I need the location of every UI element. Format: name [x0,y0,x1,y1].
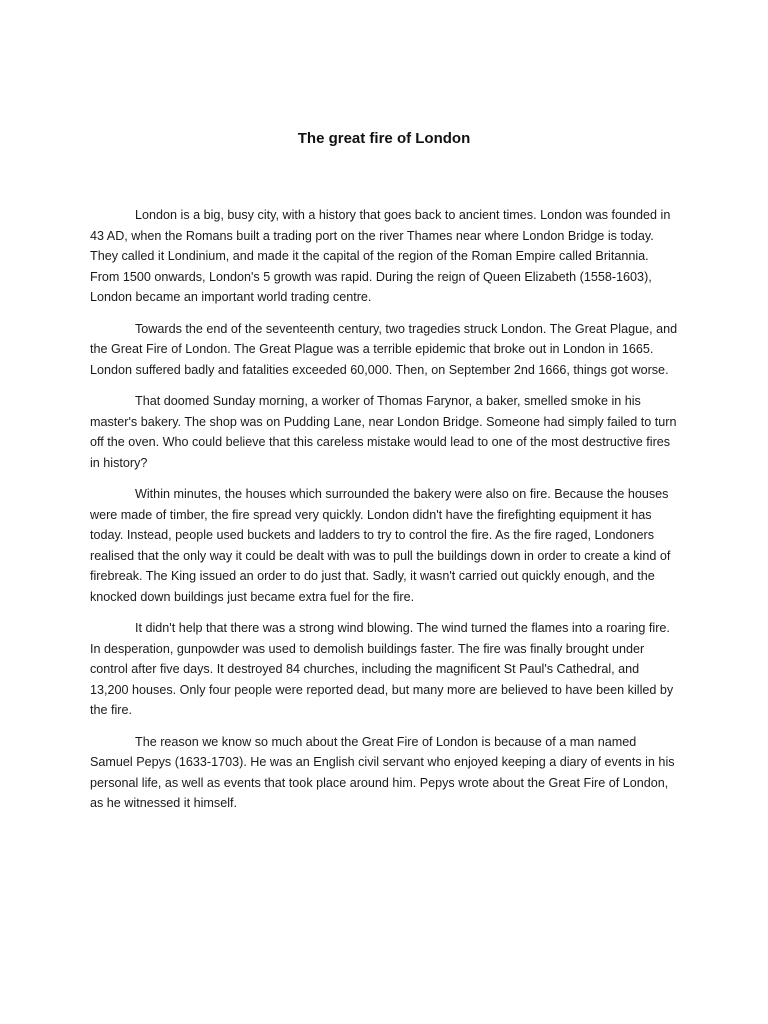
paragraph: London is a big, busy city, with a history that goes back to ancient times. London was founded in 43 AD, when the Romans built a trading port on the river Thames near where London Bridge is today. They called it Londinium, and made it the capital of the region of the Roman Empire called Britannia. From 1500 onwards, London's 5 growth was rapid. During the reign of Queen Elizabeth (1558-1603), London became an important world trading centre. [90,208,671,304]
paragraph: Within minutes, the houses which surrounded the bakery were also on fire. Because the houses were made of timber, the fire spread very quickly. London didn't have the firefighting equipment it has today. Instead, people used buckets and ladders to try to control the fire. As the fire raged, Londoners realised that the only way it could be dealt with was to pull the buildings down in order to create a kind of firebreak. The King issued an order to do just that. Sadly, it wasn't carried out quickly enough, and the knocked down buildings just became extra fuel for the fire. [90,487,671,604]
paragraph: It didn't help that there was a strong wind blowing. The wind turned the flames into a roaring fire. In desperation, gunpowder was used to demolish buildings faster. The fire was finally brought under control after five days. It destroyed 84 churches, including the magnificent St Paul's Cathedral, and 13,200 houses. Only four people were reported dead, but many more are believed to have been killed by the fire. [90,621,674,717]
paragraph: The reason we know so much about the Great Fire of London is because of a man named Samuel Pepys (1633-1703). He was an English civil servant who enjoyed keeping a diary of events in his personal life, as well as events that took place around him. Pepys wrote about the Great Fire of London, as he witnessed it himself. [90,734,675,810]
paragraph: That doomed Sunday morning, a worker of Thomas Farynor, a baker, smelled smoke in his master's bakery. The shop was on Pudding Lane, near London Bridge. Someone had simply failed to turn off the oven. Who could believe that this careless mistake would lead to one of the most destructive fires in history? [90,394,677,470]
document-body [90,205,678,825]
paragraph: Towards the end of the seventeenth century, two tragedies struck London. The Great Plague, and the Great Fire of London. The Great Plague was a terrible epidemic that broke out in London in 1665. London suffered badly and fatalities exceeded 60,000. Then, on September 2nd 1666, things got worse. [90,321,678,377]
document-title: The great fire of London [297,130,471,147]
